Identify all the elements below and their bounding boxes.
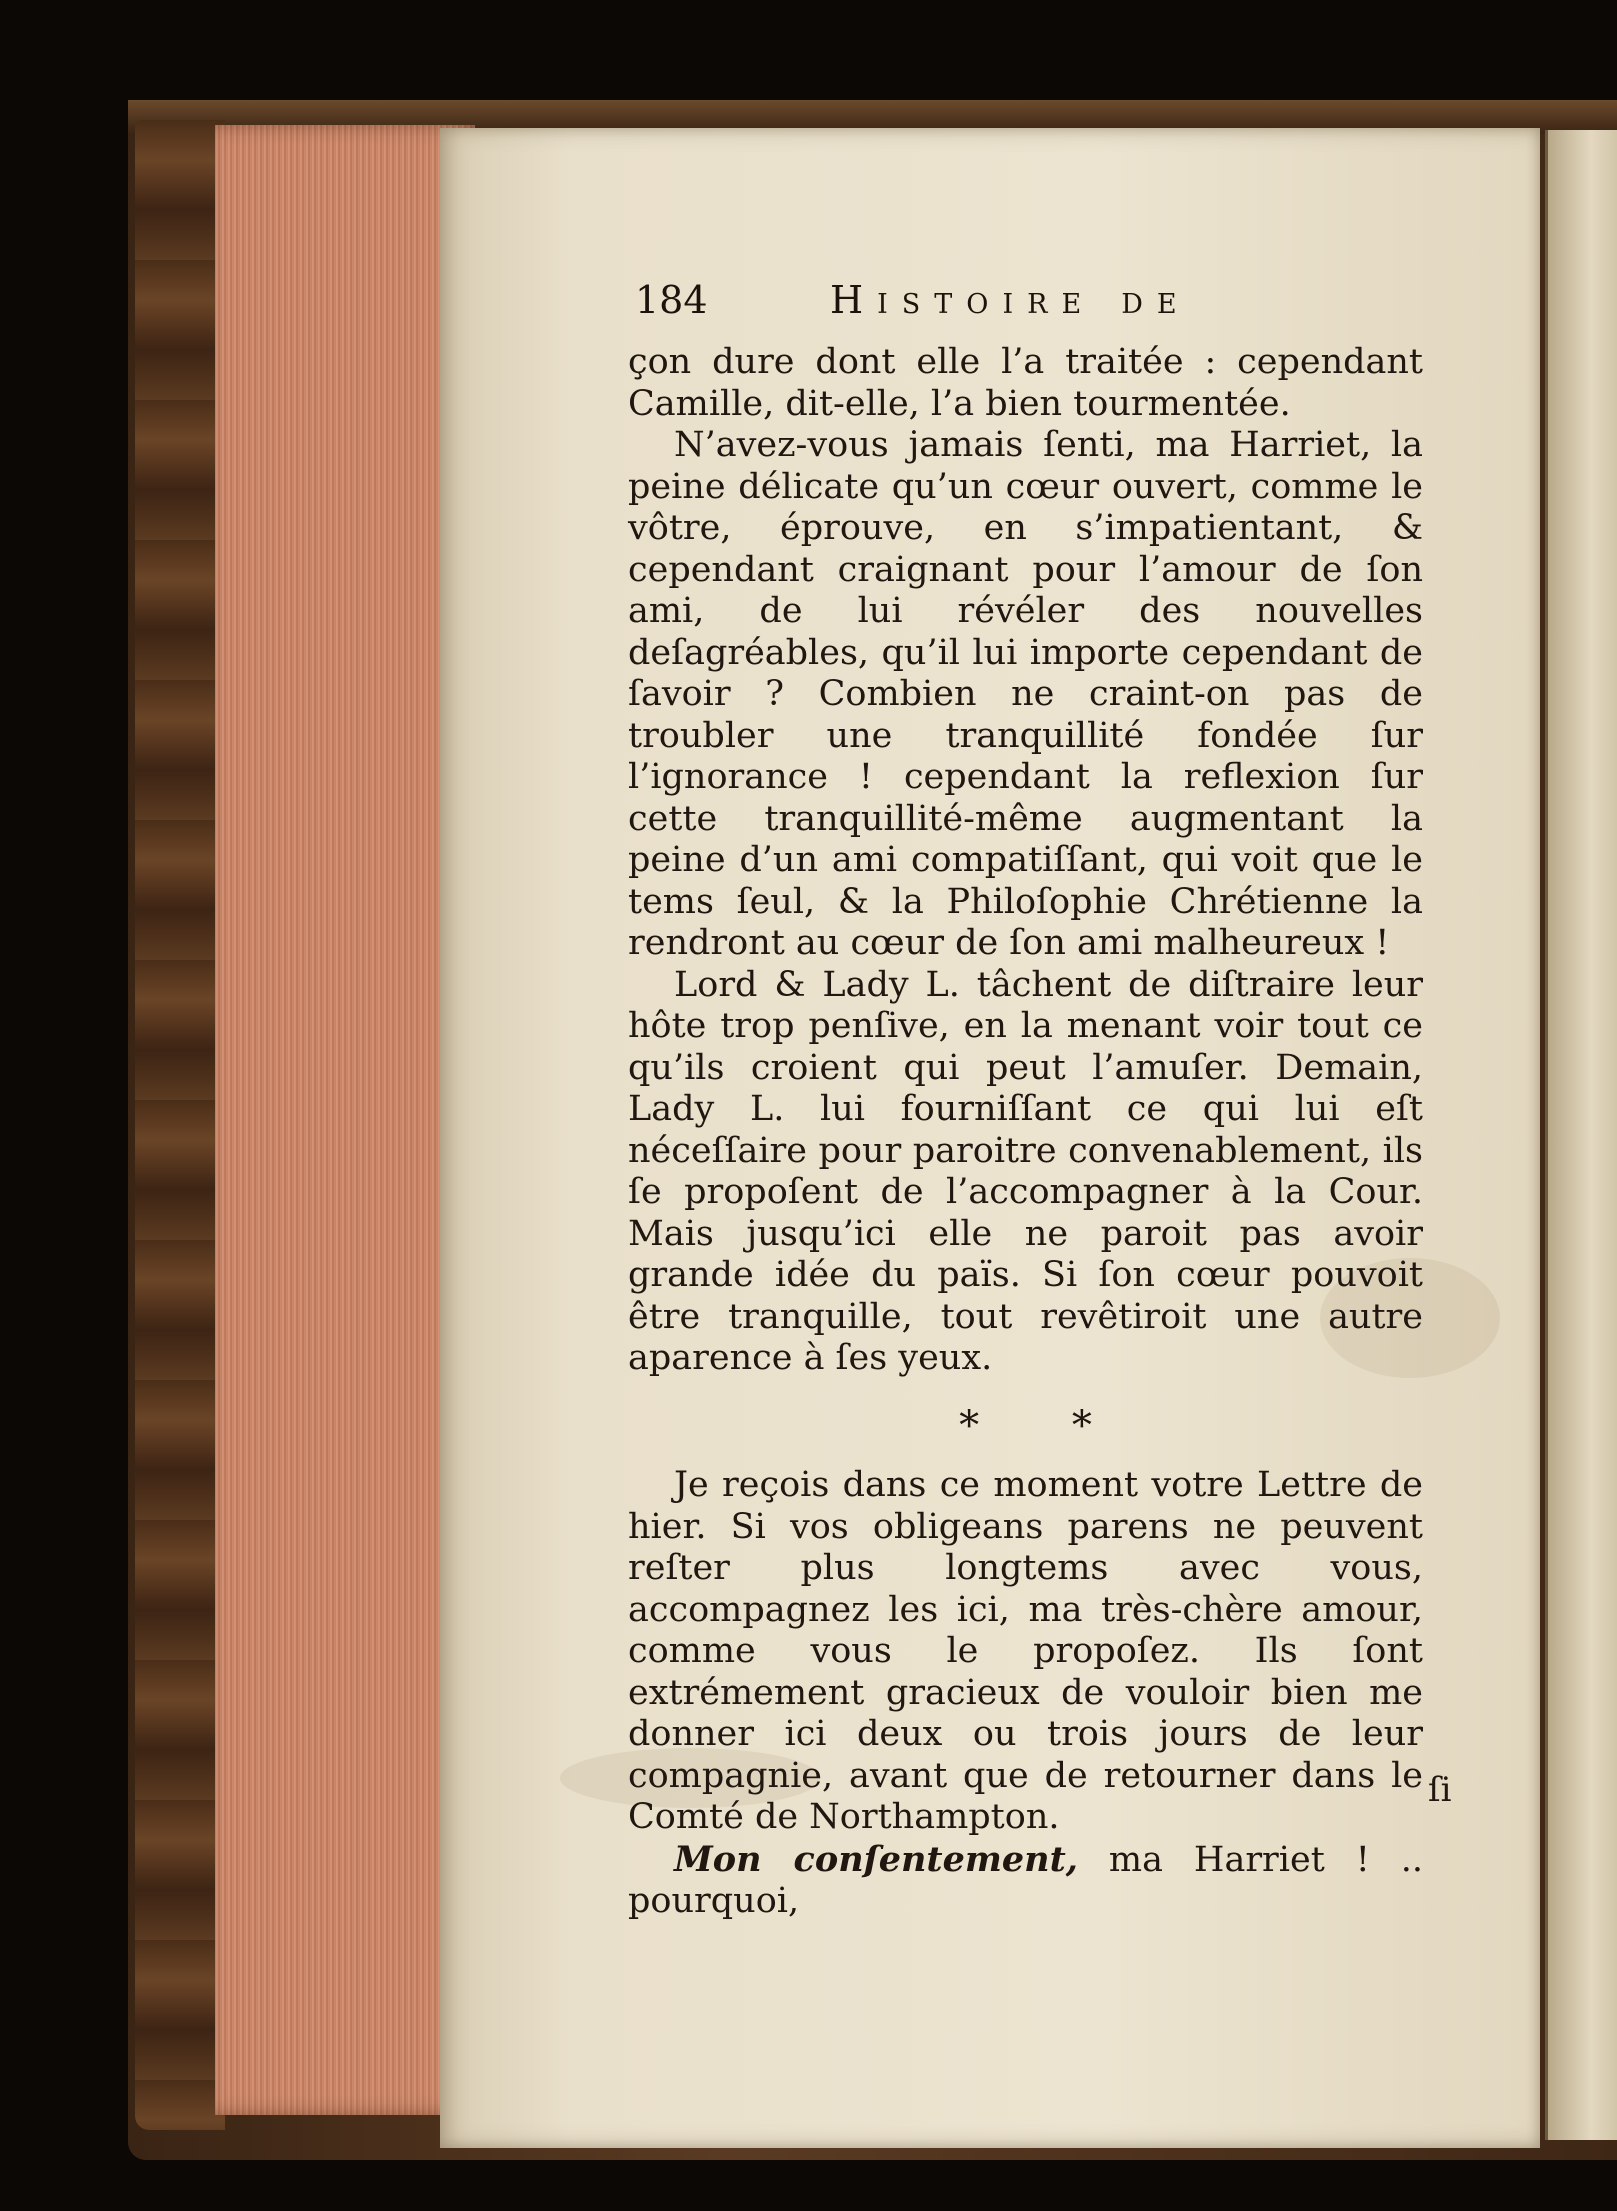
leather-spine	[135, 120, 225, 2130]
section-separator: * *	[959, 1402, 1132, 1449]
facing-page-edge	[1545, 130, 1617, 2140]
running-head	[635, 278, 1285, 338]
body-text	[628, 342, 1423, 1923]
catchword: ſi	[1428, 1770, 1452, 1810]
paragraph-tail: ma Harriet ! .. pourquoi,	[628, 1839, 1423, 1921]
italic-phrase: Mon conſentement,	[674, 1838, 1078, 1880]
paragraph-continuation: çon dure dont elle l’a traitée : cependant Camille, dit-elle, l’a bien tourmentée.	[628, 342, 1423, 424]
paragraph: Lord & Lady L. tâchent de diſtraire leur hôte trop penſive, en la menant voir tout ce qu’ils croient qui peut l’amuſer. Demain, Lady L. lui fourniſſant ce qui lui eſt néceſſaire pour paroitre convenablement, ils ſe propoſent de l’accompagner à la Cour. Mais jusqu’ici elle ne paroit pas avoir grande idée du païs. Si ſon cœur pouvoit être tranquille, tout revêtiroit une autre aparence à ſes yeux.	[628, 964, 1423, 1378]
paragraph: N’avez-vous jamais ſenti, ma Harriet, la peine délicate qu’un cœur ouvert, comme le vôtre, éprouve, en s’impatientant, & cependant craignant pour l’amour de ſon ami, de lui révéler des nouvelles deſagréables, qu’il lui importe cependant de ſavoir ? Combien ne craint-on pas de troubler une tranquillité fondée ſur l’ignorance ! cependant la reflexion ſur cette tranquillité-même augmentant la peine d’un ami compatiſſant, qui voit que le tems ſeul, & la Philoſophie Chrétienne la rendront au cœur de ſon ami malheureux !	[628, 425, 1423, 963]
paragraph-last	[628, 1839, 1423, 1923]
paragraph: Je reçois dans ce moment votre Lettre de hier. Si vos obligeans parens ne peuvent reſter plus longtems avec vous, accompagnez les ici, ma très-chère amour, comme vous le propoſez. Ils ſont extrémement gracieux de vouloir bien me donner ici deux ou trois jours de leur compagnie, avant que de retourner dans le Comté de Northampton.	[628, 1465, 1423, 1837]
page-edges	[215, 125, 475, 2115]
page-number: 184	[635, 278, 708, 322]
running-title: Histoire de	[830, 278, 1191, 322]
